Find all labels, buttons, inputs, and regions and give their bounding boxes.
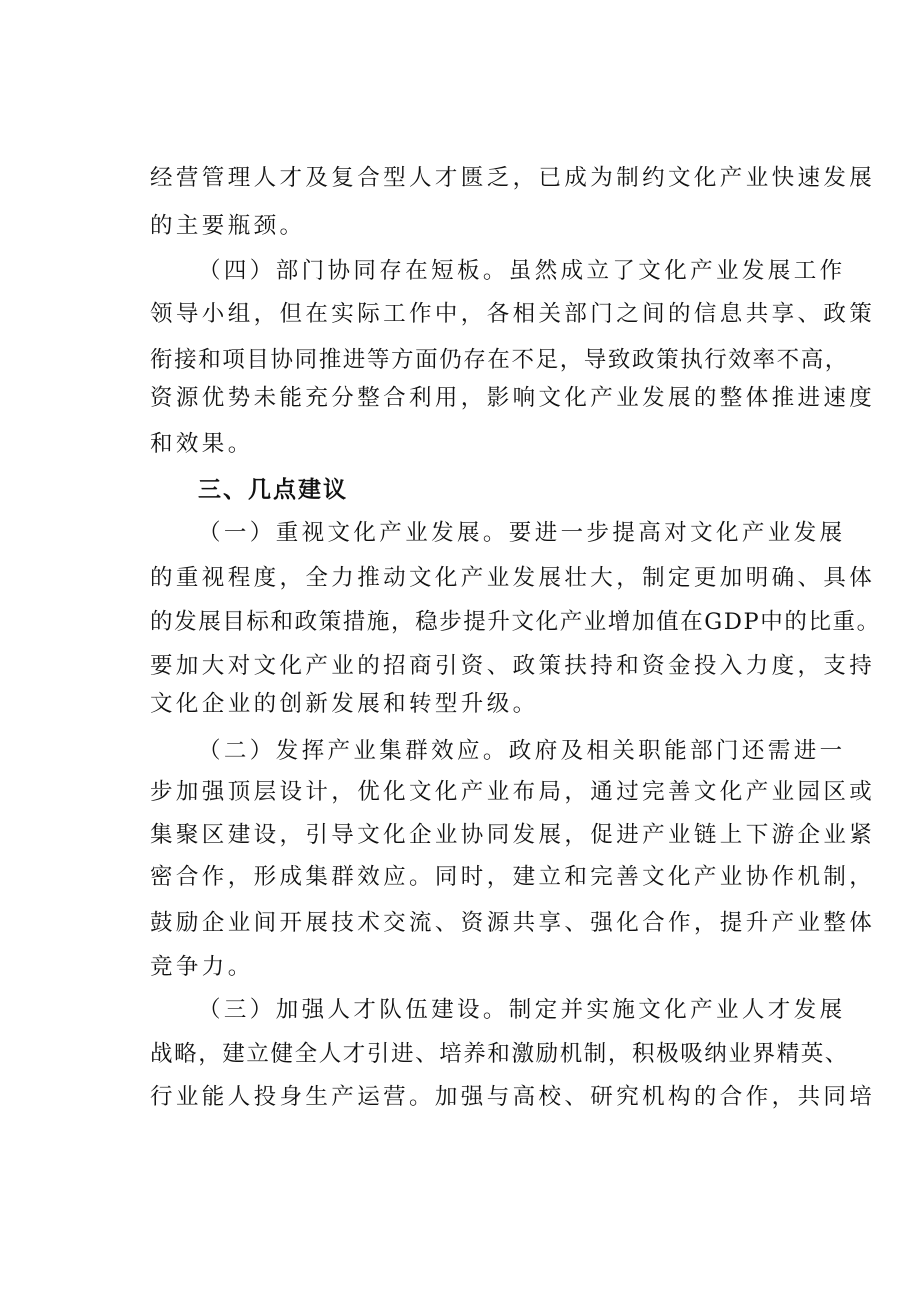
paragraph-start-line: （三）加强人才队伍建设。制定并实施文化产业人才发展 bbox=[198, 997, 846, 1023]
text-line: 集聚区建设，引导文化企业协同发展，促进产业链上下游企业紧 bbox=[150, 822, 876, 848]
paragraph-start-line: （一）重视文化产业发展。要进一步提高对文化产业发展 bbox=[198, 520, 846, 546]
text-line: 的重视程度，全力推动文化产业发展壮大，制定更加明确、具体 bbox=[150, 565, 876, 591]
text-line: 的主要瓶颈。 bbox=[150, 213, 306, 239]
text-line: 的发展目标和政策措施，稳步提升文化产业增加值在GDP中的比重。 bbox=[150, 609, 881, 635]
text-line: 经营管理人才及复合型人才匮乏，已成为制约文化产业快速发展 bbox=[150, 165, 876, 191]
text-line: 鼓励企业间开展技术交流、资源共享、强化合作，提升产业整体 bbox=[150, 910, 876, 936]
text-line: 资源优势未能充分整合利用，影响文化产业发展的整体推进速度 bbox=[150, 385, 876, 411]
paragraph-start-line: （四）部门协同存在短板。虽然成立了文化产业发展工作 bbox=[198, 258, 846, 284]
text-line: 战略，建立健全人才引进、培养和激励机制，积极吸纳业界精英、 bbox=[150, 1041, 849, 1067]
section-heading: 三、几点建议 bbox=[198, 477, 348, 503]
text-line: 领导小组，但在实际工作中，各相关部门之间的信息共享、政策 bbox=[150, 301, 876, 327]
text-line: 衔接和项目协同推进等方面仍存在不足，导致政策执行效率不高， bbox=[150, 347, 849, 373]
text-line: 文化企业的创新发展和转型升级。 bbox=[150, 691, 539, 717]
text-line: 密合作，形成集群效应。同时，建立和完善文化产业协作机制， bbox=[150, 864, 876, 890]
text-line: 要加大对文化产业的招商引资、政策扶持和资金投入力度，支持 bbox=[150, 653, 876, 679]
text-line: 行业能人投身生产运营。加强与高校、研究机构的合作，共同培 bbox=[150, 1084, 876, 1110]
text-line: 和效果。 bbox=[150, 431, 254, 457]
text-line: 步加强顶层设计，优化文化产业布局，通过完善文化产业园区或 bbox=[150, 779, 876, 805]
text-line: 竞争力。 bbox=[150, 954, 254, 980]
paragraph-start-line: （二）发挥产业集群效应。政府及相关职能部门还需进一 bbox=[198, 738, 846, 764]
